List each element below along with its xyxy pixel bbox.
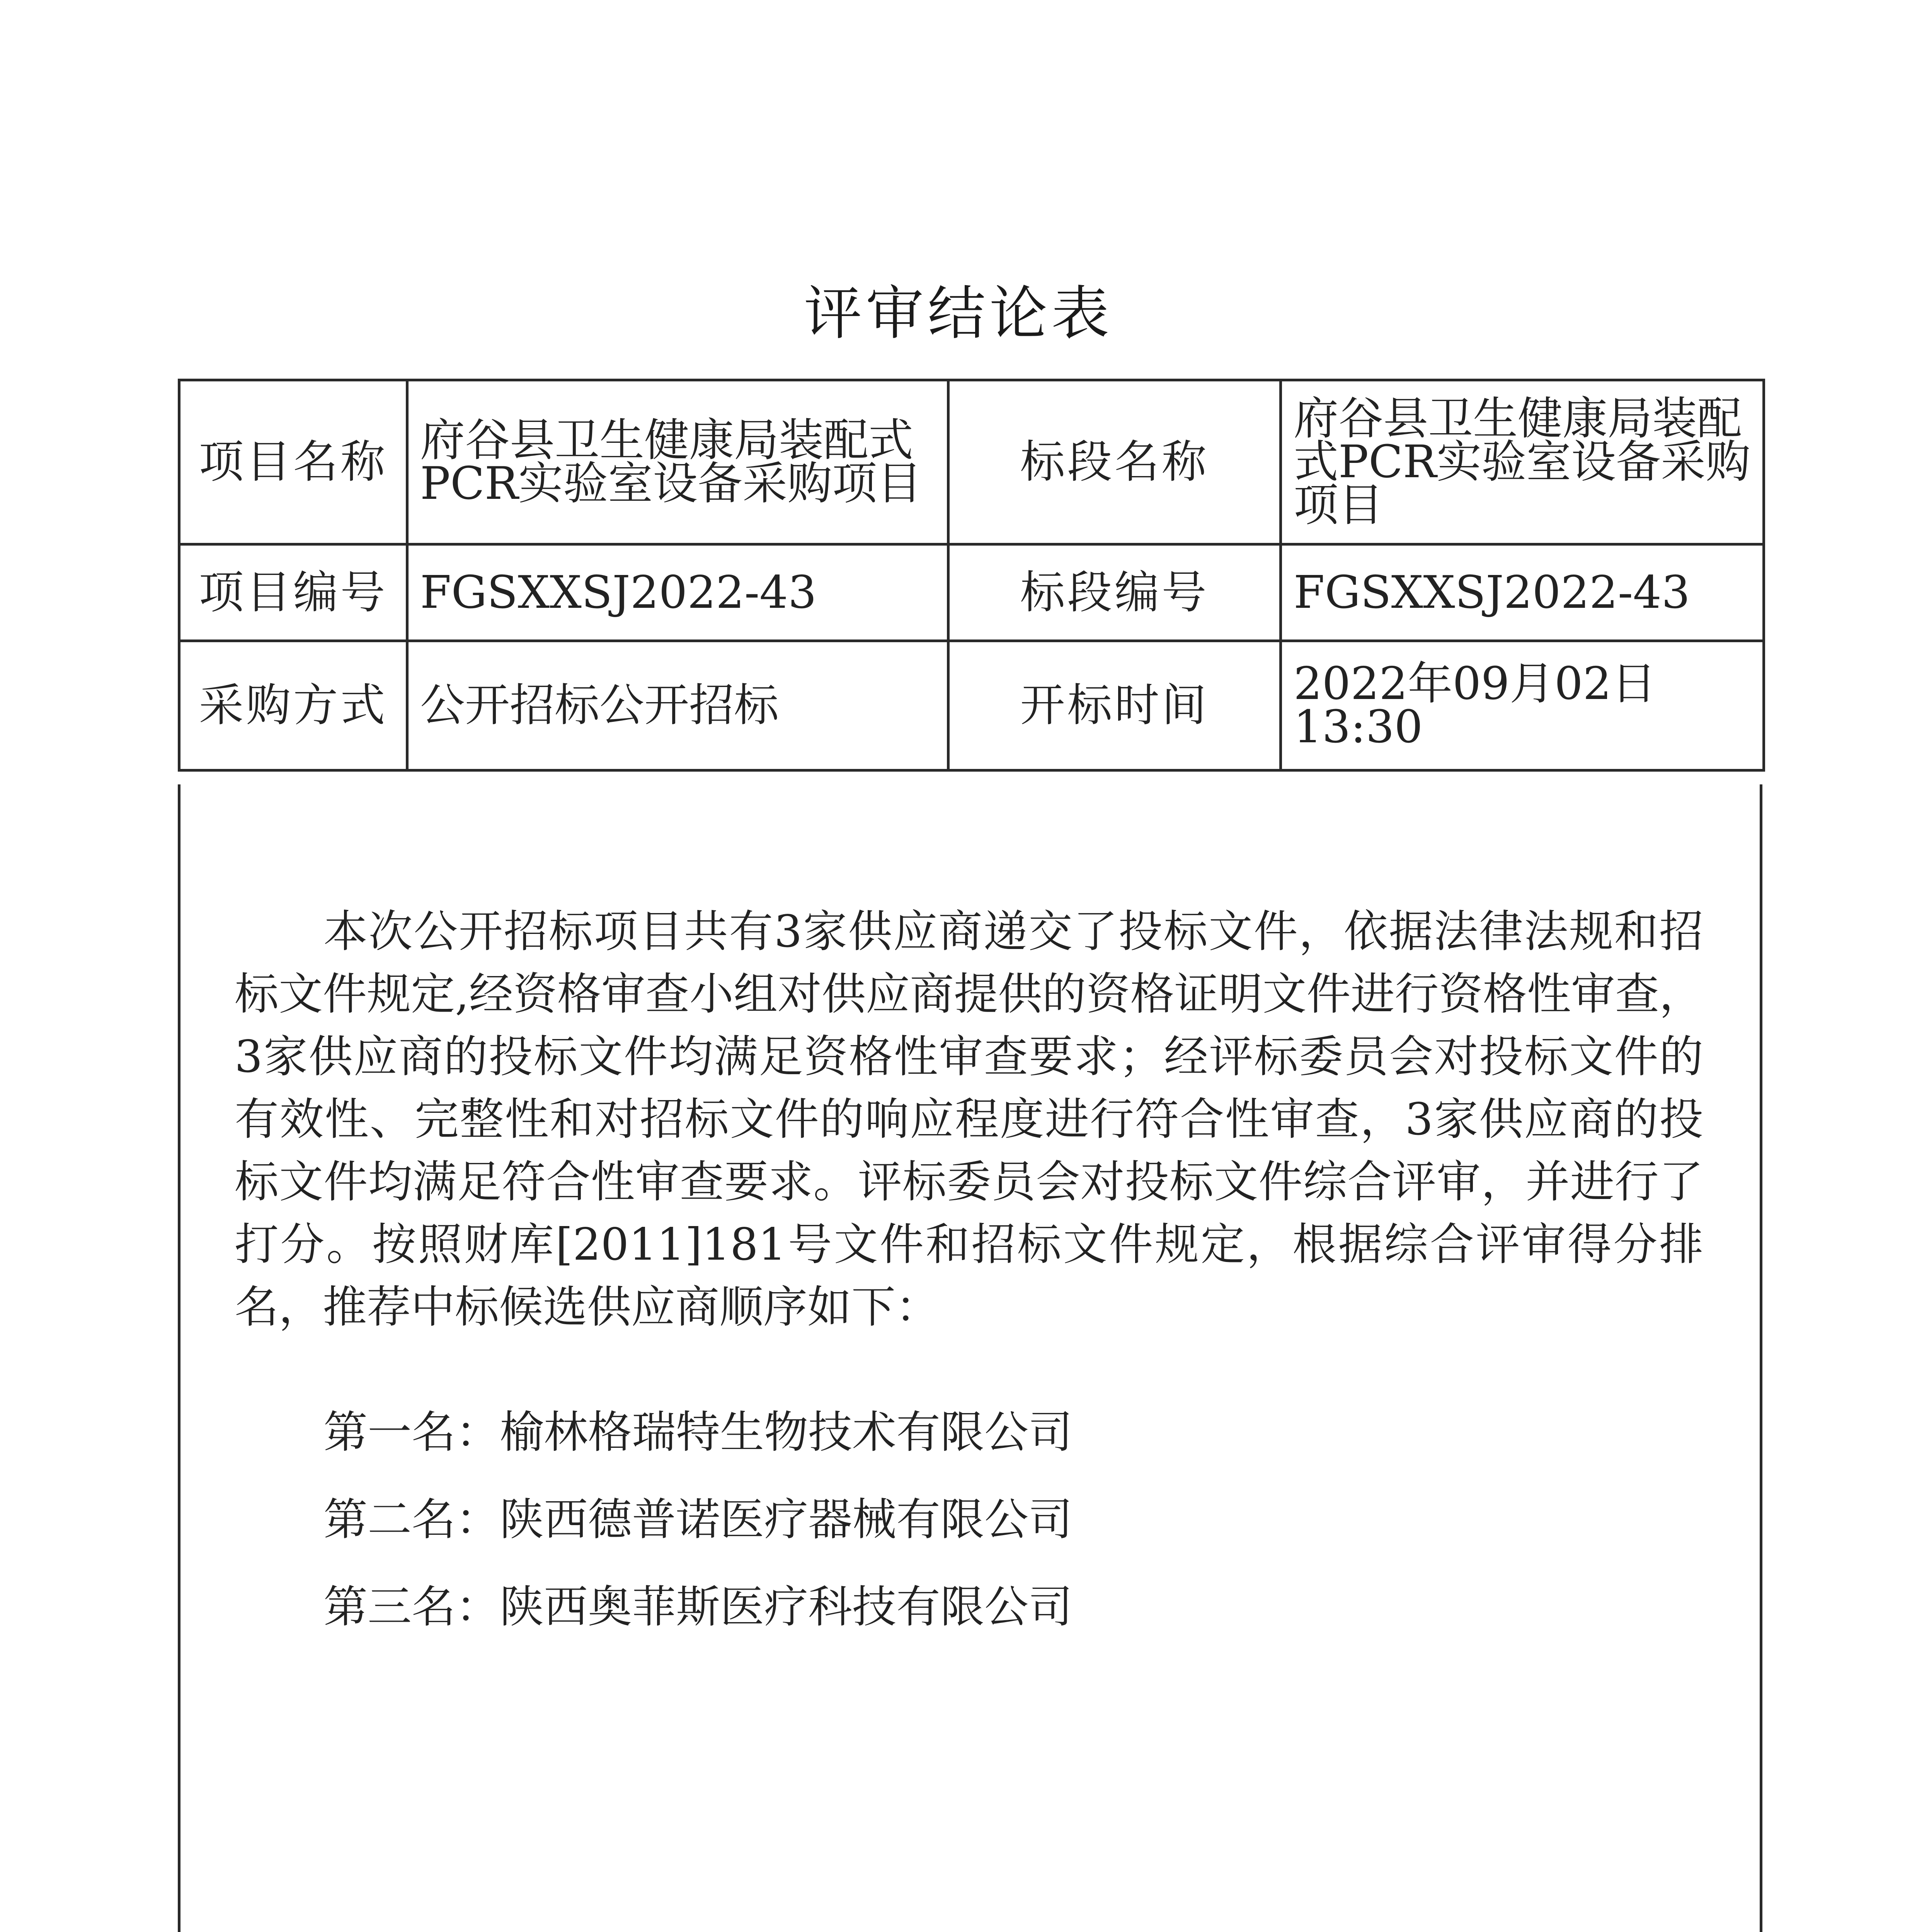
lot-no-value: FGSXXSJ2022-43: [1281, 544, 1764, 641]
project-info-table: [178, 379, 1765, 772]
conclusion-box: [178, 784, 1762, 1932]
procurement-method-value: 公开招标公开招标: [407, 641, 948, 770]
lot-no-label: 标段编号: [948, 544, 1281, 641]
table-row: [179, 544, 1764, 641]
opening-time-label: 开标时间: [948, 641, 1281, 770]
ranking-item-1: 第一名：榆林格瑞特生物技术有限公司: [323, 1406, 1073, 1458]
table-row: [179, 641, 1764, 770]
conclusion-text: 本次公开招标项目共有3家供应商递交了投标文件，依据法律法规和招标文件规定,经资格审查小组对供应商提供的资格证明文件进行资格性审查，3家供应商的投标文件均满足资格性审查要求；经评标委员会对投标文件的有效性、完整性和对招标文件的响应程度进行符合性审查，3家供应商的投标文件均满足符合性审查要求。评标委员会对投标文件综合评审，并进行了打分。按照财库[2011]181号文件和招标文件规定，根据综合评审得分排名，推荐中标候选供应商顺序如下：: [235, 906, 1703, 1333]
procurement-method-label: 采购方式: [179, 641, 407, 770]
lot-name-label: 标段名称: [948, 380, 1281, 544]
lot-name-value: 府谷县卫生健康局装配式PCR实验室设备采购项目: [1281, 380, 1764, 544]
document-title: 评审结论表: [804, 280, 1113, 347]
project-name-label: 项目名称: [179, 380, 407, 544]
project-name-value: 府谷县卫生健康局装配式PCR实验室设备采购项目: [407, 380, 948, 544]
opening-time-value: 2022年09月02日 13:30: [1281, 641, 1764, 770]
project-no-value: FGSXXSJ2022-43: [407, 544, 948, 641]
table-row: [179, 380, 1764, 544]
ranking-list: [323, 1406, 1073, 1672]
project-no-label: 项目编号: [179, 544, 407, 641]
ranking-item-2: 第二名：陕西德普诺医疗器械有限公司: [323, 1494, 1073, 1545]
ranking-item-3: 第三名：陕西奥菲斯医疗科技有限公司: [323, 1581, 1073, 1633]
